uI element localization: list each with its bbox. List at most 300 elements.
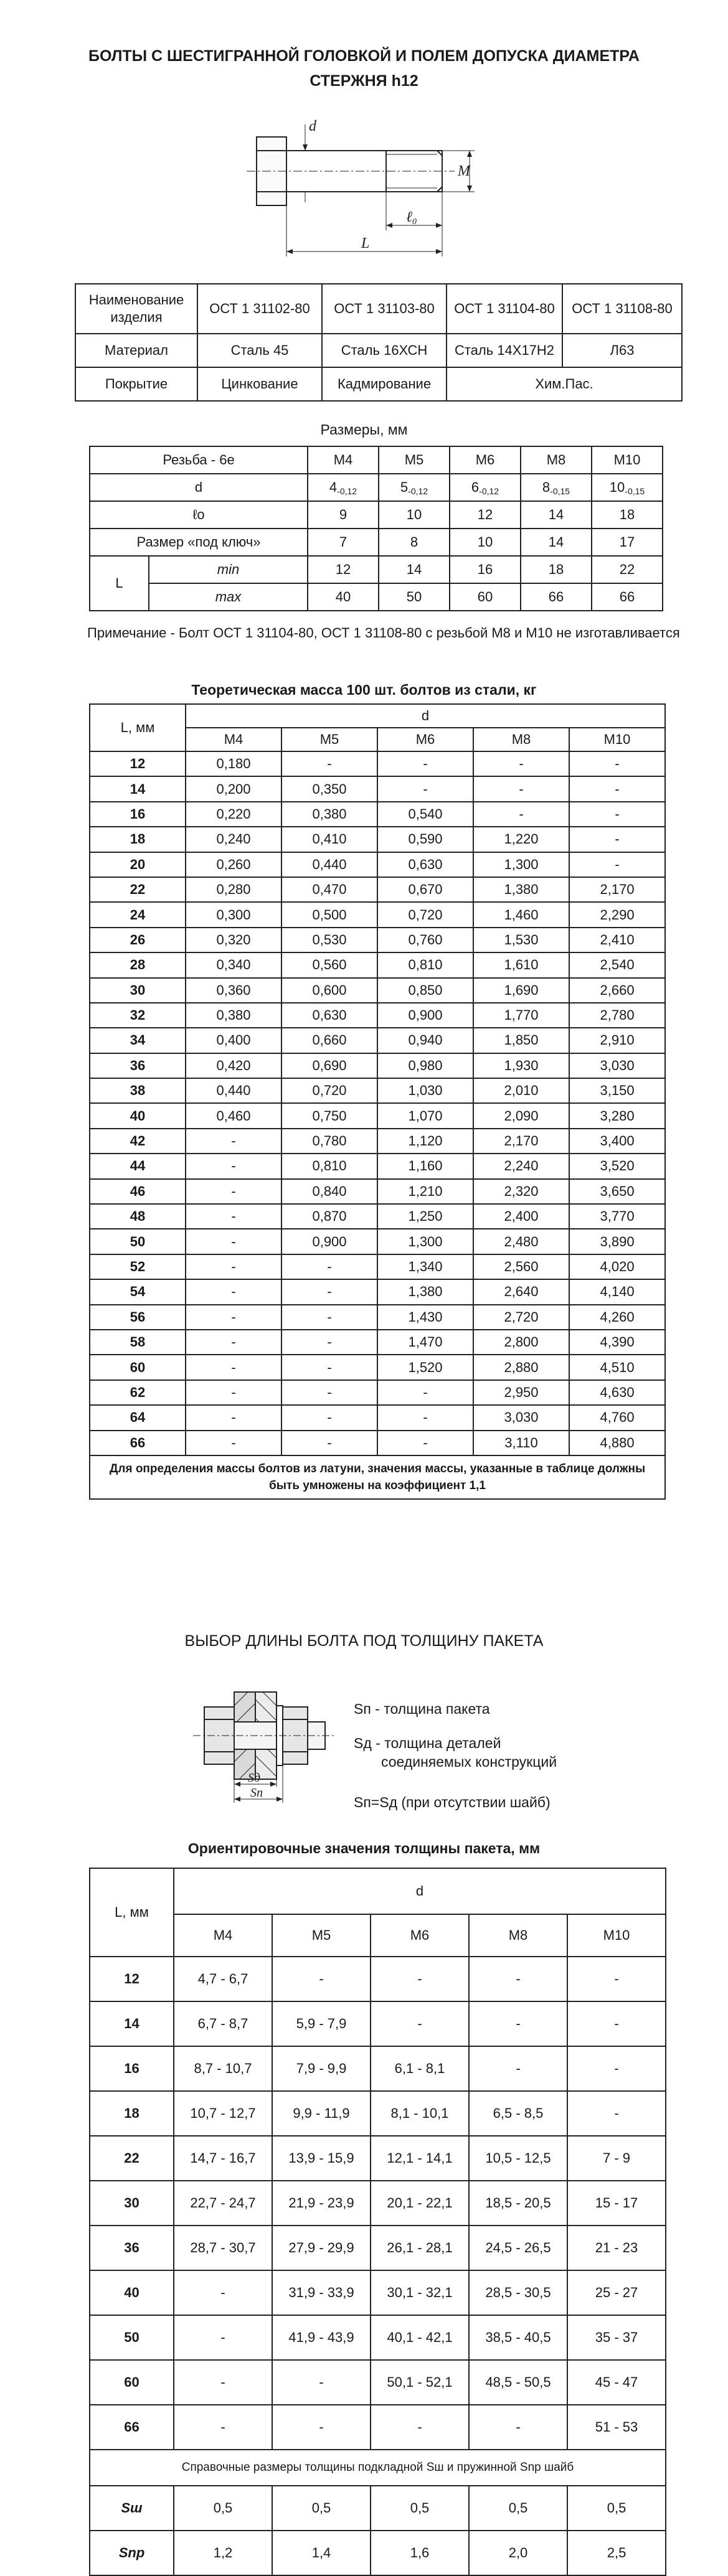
min-cell: 14 (379, 556, 450, 583)
legend-equation: Sп=Sд (при отсутствии шайб) (354, 1794, 551, 1810)
min-cell: 18 (521, 556, 592, 583)
mass-cell: - (569, 852, 665, 877)
thickness-cell: 13,9 - 15,9 (272, 2136, 371, 2181)
length-cell: 40 (90, 1103, 186, 1128)
mass-l-header: L, мм (90, 704, 186, 751)
mass-cell: - (377, 776, 473, 801)
table-row (90, 704, 665, 728)
legend-sn: Sп - толщина пакета (354, 1701, 490, 1717)
mass-cell: - (186, 1330, 281, 1355)
bolt-d-label: d (309, 118, 316, 134)
thickness-col-header: М8 (469, 1914, 567, 1957)
mass-cell: 0,410 (281, 827, 377, 852)
thickness-cell: 18,5 - 20,5 (469, 2181, 567, 2226)
thickness-cell: - (469, 2001, 567, 2046)
mass-cell: 0,500 (281, 902, 377, 927)
length-cell: 40 (90, 2270, 174, 2315)
table-row (90, 1868, 666, 1914)
page-title-line-2: СТЕРЖНЯ h12 (310, 72, 418, 90)
note-text: Примечание - Болт ОСТ 1 31104-80, ОСТ 1 31108-80 с резьбой М8 и М10 не изготавливается (87, 625, 680, 641)
mass-cell: 0,340 (186, 952, 281, 977)
key-size-cell: 17 (592, 529, 663, 556)
length-cell: 50 (90, 2315, 174, 2360)
mass-cell: 2,480 (473, 1229, 569, 1254)
mass-cell: 1,300 (377, 1229, 473, 1254)
length-cell: 30 (90, 978, 186, 1003)
table-row (90, 852, 665, 877)
bolt-drawing (243, 112, 486, 265)
washer-cell: 0,5 (469, 2486, 567, 2531)
mass-table (89, 703, 666, 1500)
mass-cell: 1,210 (377, 1179, 473, 1204)
bolt-l-label: L (361, 235, 370, 251)
mass-cell: - (186, 1355, 281, 1380)
mass-cell: 1,380 (377, 1279, 473, 1304)
material-cell: Сталь 14Х17Н2 (447, 334, 562, 367)
coating-cell: Кадмирование (322, 367, 447, 401)
table-row (90, 1028, 665, 1053)
thickness-cell: 30,1 - 32,1 (371, 2270, 469, 2315)
table-row (90, 751, 665, 776)
length-cell: 34 (90, 1028, 186, 1053)
mass-cell: 3,890 (569, 1229, 665, 1254)
mass-cell: - (569, 751, 665, 776)
thickness-cell: 14,7 - 16,7 (174, 2136, 272, 2181)
thickness-d-header: d (174, 1868, 666, 1914)
l0-cell: 18 (592, 501, 663, 529)
length-cell: 22 (90, 877, 186, 902)
mass-cell: 0,440 (186, 1078, 281, 1103)
table-row (90, 1957, 666, 2001)
thickness-cell: 10,5 - 12,5 (469, 2136, 567, 2181)
d-label: d (90, 474, 308, 501)
table-row (90, 474, 663, 501)
mass-cell: 0,590 (377, 827, 473, 852)
length-cell: 14 (90, 776, 186, 801)
thickness-cell: - (371, 2001, 469, 2046)
thickness-cell: - (272, 2360, 371, 2405)
mass-cell: 1,610 (473, 952, 569, 977)
mass-cell: 1,520 (377, 1355, 473, 1380)
mass-cell: - (281, 1355, 377, 1380)
thickness-cell: 41,9 - 43,9 (272, 2315, 371, 2360)
mass-cell: 0,780 (281, 1129, 377, 1154)
table-row (90, 1279, 665, 1304)
thickness-cell: 6,5 - 8,5 (469, 2091, 567, 2136)
mass-cell: 2,720 (473, 1305, 569, 1330)
mass-cell: 1,430 (377, 1305, 473, 1330)
thickness-cell: 21,9 - 23,9 (272, 2181, 371, 2226)
min-cell: 12 (308, 556, 379, 583)
table-row (90, 1914, 666, 1957)
length-cell: 60 (90, 1355, 186, 1380)
table-row (90, 583, 663, 611)
mass-cell: - (186, 1229, 281, 1254)
mass-cell: 1,530 (473, 928, 569, 952)
mass-cell: 0,220 (186, 802, 281, 827)
thickness-cell: 38,5 - 40,5 (469, 2315, 567, 2360)
table-row (90, 2091, 666, 2136)
mass-cell: 3,650 (569, 1179, 665, 1204)
mass-caption: Теоретическая масса 100 шт. болтов из стали, кг (191, 682, 537, 698)
washer-table-body (90, 2486, 666, 2575)
thickness-cell: 9,9 - 11,9 (272, 2091, 371, 2136)
table-row (90, 1330, 665, 1355)
mass-cell: 1,690 (473, 978, 569, 1003)
thickness-cell: - (174, 2360, 272, 2405)
page-title (0, 44, 728, 93)
mass-cell: 0,300 (186, 902, 281, 927)
length-cell: 46 (90, 1179, 186, 1204)
mass-cell: 0,540 (377, 802, 473, 827)
thickness-cell: 24,5 - 26,5 (469, 2226, 567, 2270)
package-drawing (174, 1681, 343, 1805)
mass-cell: 0,380 (186, 1003, 281, 1028)
mass-cell: - (281, 1305, 377, 1330)
mass-cell: 0,810 (281, 1154, 377, 1178)
thickness-cell: 20,1 - 22,1 (371, 2181, 469, 2226)
mass-cell: - (473, 776, 569, 801)
length-cell: 48 (90, 1204, 186, 1229)
table-row (90, 556, 663, 583)
thread-cell: М6 (450, 446, 521, 474)
product-cell: ОСТ 1 31102-80 (197, 284, 322, 334)
length-cell: 66 (90, 1431, 186, 1455)
thread-label: Резьба - 6е (90, 446, 308, 474)
mass-cell: 0,420 (186, 1053, 281, 1078)
mass-cell: 0,940 (377, 1028, 473, 1053)
mass-cell: 2,400 (473, 1204, 569, 1229)
mass-cell: 1,160 (377, 1154, 473, 1178)
max-cell: 60 (450, 583, 521, 611)
table-row (90, 1455, 665, 1499)
mass-table-body (90, 751, 665, 1455)
mass-cell: 2,290 (569, 902, 665, 927)
length-cell: 36 (90, 2226, 174, 2270)
thickness-cell: 31,9 - 33,9 (272, 2270, 371, 2315)
mass-cell: 4,880 (569, 1431, 665, 1455)
thickness-cell: 8,1 - 10,1 (371, 2091, 469, 2136)
mass-cell: - (569, 776, 665, 801)
mass-cell: - (281, 1330, 377, 1355)
mass-cell: - (281, 1279, 377, 1304)
l0-cell: 9 (308, 501, 379, 529)
table-row (90, 1204, 665, 1229)
table-row (90, 1154, 665, 1178)
table-row (75, 334, 682, 367)
thickness-cell: 7,9 - 9,9 (272, 2046, 371, 2091)
thickness-cell: 28,5 - 30,5 (469, 2270, 567, 2315)
material-cell: Л63 (562, 334, 682, 367)
material-cell: Сталь 16ХСН (322, 334, 447, 367)
length-cell: 60 (90, 2360, 174, 2405)
thickness-cell: - (371, 1957, 469, 2001)
mass-cell: - (569, 802, 665, 827)
washer-cell: 2,0 (469, 2531, 567, 2575)
mass-cell: 2,540 (569, 952, 665, 977)
thickness-cell: - (567, 1957, 666, 2001)
mass-cell: 0,560 (281, 952, 377, 977)
table-row (90, 1380, 665, 1405)
length-cell: 16 (90, 802, 186, 827)
mass-cell: 0,810 (377, 952, 473, 977)
mass-cell: 0,900 (377, 1003, 473, 1028)
mass-cell: - (186, 1129, 281, 1154)
mass-cell: 2,560 (473, 1254, 569, 1279)
mass-cell: 1,470 (377, 1330, 473, 1355)
mass-col-header: М4 (186, 728, 281, 751)
package-sn-label: Sп (250, 1786, 263, 1800)
length-cell: 58 (90, 1330, 186, 1355)
washer-cell: 1,2 (174, 2531, 272, 2575)
thickness-col-header: М10 (567, 1914, 666, 1957)
mass-cell: - (186, 1204, 281, 1229)
thickness-cell: - (272, 1957, 371, 2001)
thickness-cell: 27,9 - 29,9 (272, 2226, 371, 2270)
thickness-cell: 22,7 - 24,7 (174, 2181, 272, 2226)
mass-cell: 0,440 (281, 852, 377, 877)
mass-cell: 1,460 (473, 902, 569, 927)
mass-cell: 1,770 (473, 1003, 569, 1028)
length-cell: 42 (90, 1129, 186, 1154)
bolt-l0-label: ℓ0 (406, 209, 417, 227)
mass-cell: 2,170 (473, 1129, 569, 1154)
thickness-cell: - (567, 2091, 666, 2136)
thickness-cell: 21 - 23 (567, 2226, 666, 2270)
table-row (90, 2450, 666, 2486)
length-cell: 38 (90, 1078, 186, 1103)
mass-cell: 0,900 (281, 1229, 377, 1254)
thickness-cell: 4,7 - 6,7 (174, 1957, 272, 2001)
table-row (90, 1078, 665, 1103)
mass-cell: 0,180 (186, 751, 281, 776)
max-cell: 66 (592, 583, 663, 611)
washer-cell: 0,5 (567, 2486, 666, 2531)
mass-cell: - (473, 802, 569, 827)
mass-cell: 1,340 (377, 1254, 473, 1279)
material-label: Материал (75, 334, 197, 367)
mass-cell: 2,880 (473, 1355, 569, 1380)
length-cell: 18 (90, 2091, 174, 2136)
mass-cell: - (186, 1254, 281, 1279)
coating-cell: Хим.Пас. (447, 367, 682, 401)
thickness-l-header: L, мм (90, 1868, 174, 1957)
table-row (90, 1103, 665, 1128)
table-row (90, 1254, 665, 1279)
length-cell: 64 (90, 1405, 186, 1430)
mass-cell: 0,870 (281, 1204, 377, 1229)
thickness-cell: - (469, 1957, 567, 2001)
washer-cell: 0,5 (174, 2486, 272, 2531)
table-row (90, 1003, 665, 1028)
thread-cell: М10 (592, 446, 663, 474)
table-row (90, 928, 665, 952)
table-row (90, 2001, 666, 2046)
table-row (90, 1355, 665, 1380)
mass-cell: 1,070 (377, 1103, 473, 1128)
mass-cell: 1,850 (473, 1028, 569, 1053)
mass-cell: 1,250 (377, 1204, 473, 1229)
thickness-cell: 25 - 27 (567, 2270, 666, 2315)
table-row (90, 2270, 666, 2315)
length-cell: 66 (90, 2405, 174, 2450)
thread-cell: М8 (521, 446, 592, 474)
mass-cell: 2,090 (473, 1103, 569, 1128)
length-cell: 30 (90, 2181, 174, 2226)
mass-cell: 1,380 (473, 877, 569, 902)
product-cell: ОСТ 1 31103-80 (322, 284, 447, 334)
washer-label: Sш (90, 2486, 174, 2531)
mass-cell: 2,410 (569, 928, 665, 952)
max-label: max (149, 583, 308, 611)
table-row (90, 2486, 666, 2531)
mass-cell: 4,630 (569, 1380, 665, 1405)
mass-cell: 0,750 (281, 1103, 377, 1128)
mass-cell: 3,520 (569, 1154, 665, 1178)
mass-col-header: М10 (569, 728, 665, 751)
coating-label: Покрытие (75, 367, 197, 401)
table-row (90, 501, 663, 529)
package-sd-label: Sд (248, 1771, 261, 1785)
length-cell: 24 (90, 902, 186, 927)
d-cell: $5_{-0,12}$ (379, 474, 450, 501)
table-row (90, 1179, 665, 1204)
mass-cell: 2,170 (569, 877, 665, 902)
thickness-col-header: М5 (272, 1914, 371, 1957)
table-row (90, 1431, 665, 1455)
washer-cell: 0,5 (272, 2486, 371, 2531)
thickness-col-header: М6 (371, 1914, 469, 1957)
mass-cell: - (281, 751, 377, 776)
mass-cell: 1,220 (473, 827, 569, 852)
thickness-cell: - (469, 2046, 567, 2091)
mass-cell: 4,020 (569, 1254, 665, 1279)
mass-cell: 2,780 (569, 1003, 665, 1028)
mass-cell: - (186, 1380, 281, 1405)
mass-cell: - (186, 1179, 281, 1204)
mass-cell: - (569, 827, 665, 852)
mass-cell: 0,760 (377, 928, 473, 952)
mass-cell: - (281, 1405, 377, 1430)
mass-cell: - (377, 1431, 473, 1455)
table-row (90, 877, 665, 902)
table-row (90, 529, 663, 556)
mass-cell: 4,260 (569, 1305, 665, 1330)
thickness-cell: 8,7 - 10,7 (174, 2046, 272, 2091)
thickness-cell: 48,5 - 50,5 (469, 2360, 567, 2405)
product-cell: ОСТ 1 31104-80 (447, 284, 562, 334)
mass-cell: 4,760 (569, 1405, 665, 1430)
thickness-table (89, 1868, 666, 2576)
length-cell: 16 (90, 2046, 174, 2091)
thickness-cell: - (567, 2046, 666, 2091)
mass-cell: 2,660 (569, 978, 665, 1003)
mass-cell: - (281, 1254, 377, 1279)
thickness-cell: - (174, 2405, 272, 2450)
thickness-cell: - (469, 2405, 567, 2450)
mass-cell: 0,350 (281, 776, 377, 801)
table-row (90, 1405, 665, 1430)
thickness-cell: 51 - 53 (567, 2405, 666, 2450)
table-row (90, 446, 663, 474)
table-row (90, 952, 665, 977)
table-row (75, 284, 682, 334)
thickness-cell: 28,7 - 30,7 (174, 2226, 272, 2270)
table-row (90, 2226, 666, 2270)
mass-cell: - (186, 1431, 281, 1455)
mass-cell: 3,150 (569, 1078, 665, 1103)
thickness-cell: 5,9 - 7,9 (272, 2001, 371, 2046)
table-row (90, 2046, 666, 2091)
length-label: L (90, 556, 149, 611)
length-cell: 44 (90, 1154, 186, 1178)
thickness-cell: - (174, 2270, 272, 2315)
mass-cell: 4,140 (569, 1279, 665, 1304)
min-label: min (149, 556, 308, 583)
length-cell: 62 (90, 1380, 186, 1405)
d-cell: $10_{-0,15}$ (592, 474, 663, 501)
thread-cell: М4 (308, 446, 379, 474)
mass-cell: - (281, 1380, 377, 1405)
table-row (90, 802, 665, 827)
thickness-col-header: М4 (174, 1914, 272, 1957)
d-cell: $6_{-0,12}$ (450, 474, 521, 501)
mass-cell: 1,030 (377, 1078, 473, 1103)
l0-cell: 10 (379, 501, 450, 529)
thickness-cell: 26,1 - 28,1 (371, 2226, 469, 2270)
mass-cell: 0,380 (281, 802, 377, 827)
legend-sd (354, 1734, 557, 1771)
mass-cell: - (186, 1279, 281, 1304)
table-row (90, 776, 665, 801)
mass-cell: 2,320 (473, 1179, 569, 1204)
key-size-label: Размер «под ключ» (90, 529, 308, 556)
mass-cell: 0,240 (186, 827, 281, 852)
mass-cell: - (281, 1431, 377, 1455)
mass-col-header: М6 (377, 728, 473, 751)
mass-cell: - (186, 1154, 281, 1178)
length-cell: 12 (90, 751, 186, 776)
length-cell: 14 (90, 2001, 174, 2046)
mass-cell: 0,460 (186, 1103, 281, 1128)
thickness-cell: 45 - 47 (567, 2360, 666, 2405)
length-cell: 22 (90, 2136, 174, 2181)
dimensions-caption: Размеры, мм (320, 421, 408, 438)
legend-sd-line-1: Sд - толщина деталей (354, 1735, 501, 1751)
washer-cell: 2,5 (567, 2531, 666, 2575)
legend-sd-line-2: соединяемых конструкций (381, 1754, 557, 1770)
mass-cell: 4,510 (569, 1355, 665, 1380)
max-cell: 40 (308, 583, 379, 611)
mass-col-header: М8 (473, 728, 569, 751)
table-row (90, 902, 665, 927)
mass-cell: 0,720 (281, 1078, 377, 1103)
key-size-cell: 7 (308, 529, 379, 556)
mass-cell: 3,030 (473, 1405, 569, 1430)
mass-cell: 0,720 (377, 902, 473, 927)
bolt-m-label: М (458, 163, 470, 179)
mass-cell: - (473, 751, 569, 776)
table-row (90, 2136, 666, 2181)
l0-label: ℓo (90, 501, 308, 529)
key-size-cell: 14 (521, 529, 592, 556)
mass-cell: 2,640 (473, 1279, 569, 1304)
mass-cell: 1,120 (377, 1129, 473, 1154)
thickness-cell: 6,1 - 8,1 (371, 2046, 469, 2091)
table-row (90, 2531, 666, 2575)
mass-cell: 0,630 (377, 852, 473, 877)
washer-note: Справочные размеры толщины подкладной Sш и пружинной Snp шайб (90, 2450, 666, 2486)
